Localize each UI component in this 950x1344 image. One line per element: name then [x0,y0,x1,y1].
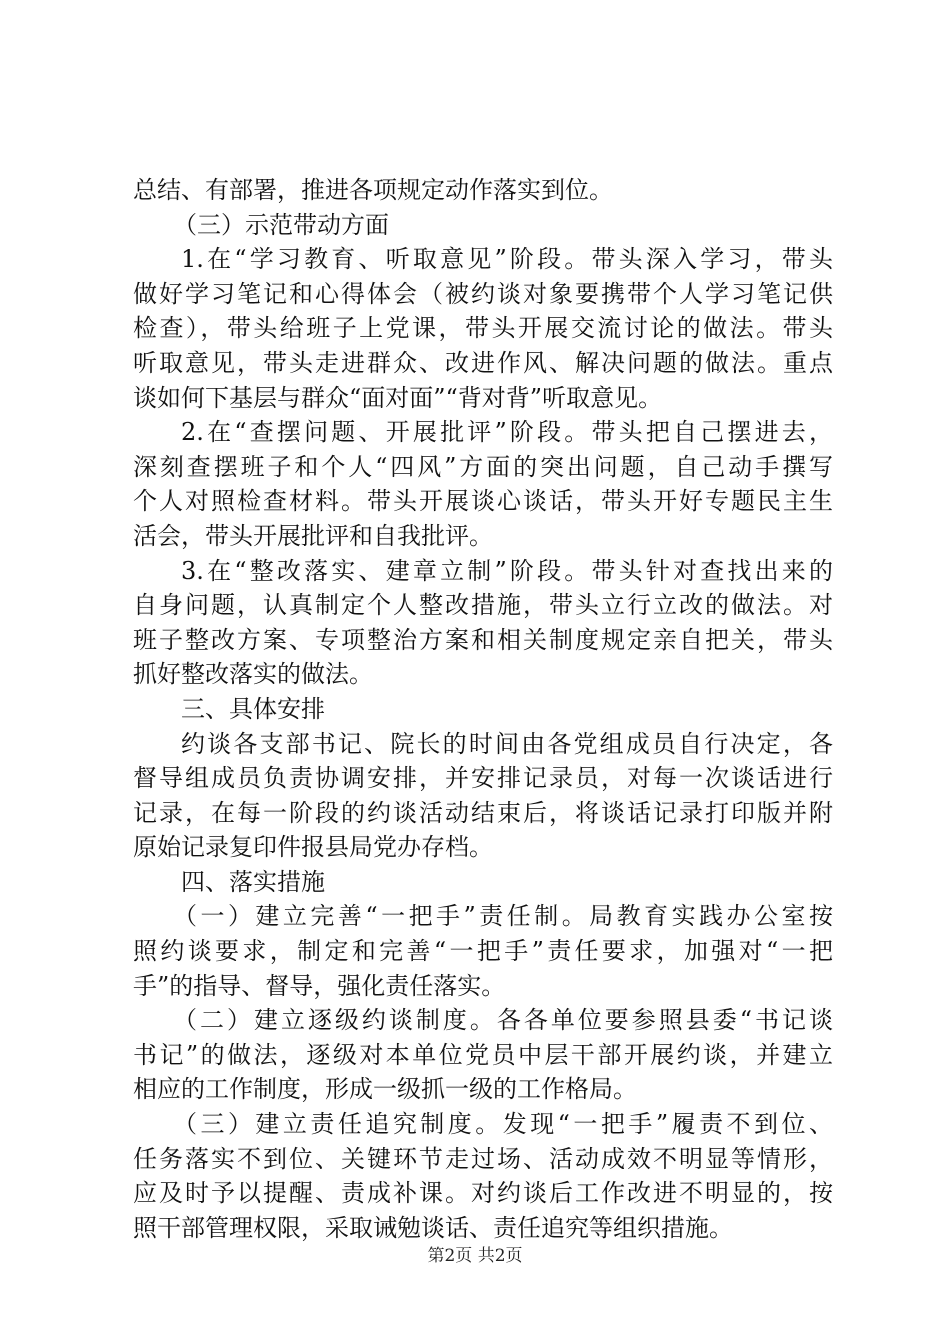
text-line: 深刻查摆班子和个人“四风”方面的突出问题，自己动手撰写 [133,452,833,481]
text-line: 相应的工作制度，形成一级抓一级的工作格局。 [133,1075,637,1104]
text-line: 班子整改方案、专项整治方案和相关制度规定亲自把关，带头 [133,625,833,654]
text-line: 谈如何下基层与群众“面对面”“背对背”听取意见。 [133,383,663,412]
text-line: 书记”的做法，逐级对本单位党员中层干部开展约谈，并建立 [133,1040,833,1069]
text-line: （一）建立完善“一把手”责任制。局教育实践办公室按 [173,902,833,931]
text-line: 个人对照检查材料。带头开展谈心谈话，带头开好专题民主生 [133,487,833,516]
text-line: 2.在“查摆问题、开展批评”阶段。带头把自己摆进去， [181,418,833,447]
text-line: （三）建立责任追究制度。发现“一把手”履责不到位、 [173,1110,833,1139]
section-heading: 四、落实措施 [181,867,325,896]
text-line: 做好学习笔记和心得体会（被约谈对象要携带个人学习笔记供 [133,279,833,308]
text-line: 手”的指导、督导，强化责任落实。 [133,971,506,1000]
text-line: 照约谈要求，制定和完善“一把手”责任要求，加强对“一把 [133,937,833,966]
text-line: 听取意见，带头走进群众、改进作风、解决问题的做法。重点 [133,348,833,377]
text-line: 1.在“学习教育、听取意见”阶段。带头深入学习，带头 [181,245,833,274]
text-line: 原始记录复印件报县局党办存档。 [133,833,493,862]
text-line: 3.在“整改落实、建章立制”阶段。带头针对查找出来的 [181,556,833,585]
text-line: 抓好整改落实的做法。 [133,660,373,689]
text-line: 活会，带头开展批评和自我批评。 [133,521,493,550]
text-line: 检查），带头给班子上党课，带头开展交流讨论的做法。带头 [133,314,833,343]
text-line: 任务落实不到位、关键环节走过场、活动成效不明显等情形， [133,1144,833,1173]
document-body [133,173,833,1245]
text-line: 自身问题，认真制定个人整改措施，带头立行立改的做法。对 [133,591,833,620]
text-line: 约谈各支部书记、院长的时间由各党组成员自行决定，各 [181,729,833,758]
text-line: 总结、有部署，推进各项规定动作落实到位。 [133,176,613,204]
text-line: 照干部管理权限，采取诫勉谈话、责任追究等组织措施。 [133,1213,733,1242]
section-heading: 三、具体安排 [181,694,325,723]
text-line: 记录，在每一阶段的约谈活动结束后，将谈话记录打印版并附 [133,798,833,827]
text-line: 督导组成员负责协调安排，并安排记录员，对每一次谈话进行 [133,764,833,793]
section-heading: （三）示范带动方面 [173,210,389,239]
text-line: （二）建立逐级约谈制度。各各单位要参照县委“书记谈 [173,1006,833,1035]
page-number: 第2页 共2页 [427,1246,523,1266]
text-line: 应及时予以提醒、责成补课。对约谈后工作改进不明显的，按 [133,1179,833,1208]
